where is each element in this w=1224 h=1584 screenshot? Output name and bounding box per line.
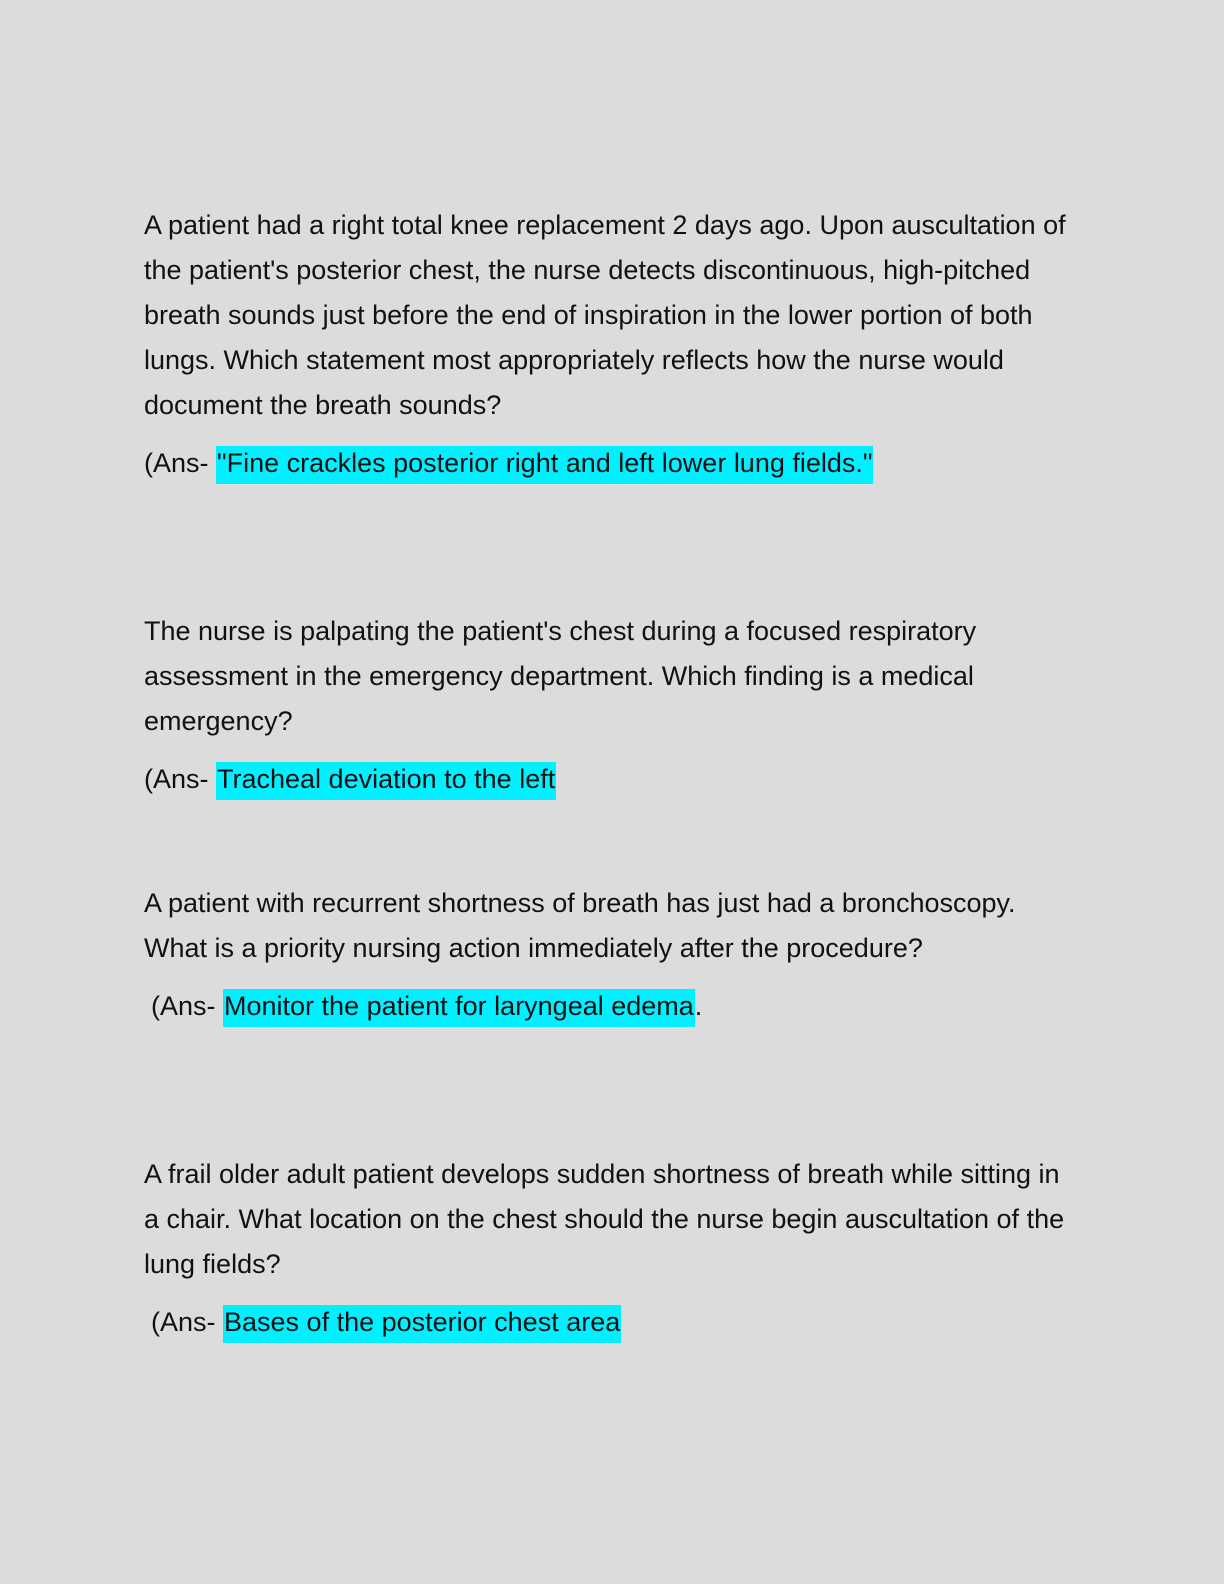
qa-block-1 <box>144 203 1074 483</box>
answer-highlight-3: Monitor the patient for laryngeal edema <box>223 989 695 1027</box>
answer-line-1 <box>144 443 1074 483</box>
qa-block-4 <box>144 1152 1074 1342</box>
question-text-1: A patient had a right total knee replacement 2 days ago. Upon auscultation of the patient's posterior chest, the nurse detects discontinuous, high-pitched breath sounds just before the end of inspiration in the lower portion of both lungs. Which statement most appropriately reflects how the nurse would document the breath sounds? <box>144 210 1066 420</box>
answer-prefix-1: (Ans- <box>144 448 217 478</box>
answer-line-3 <box>144 986 1074 1026</box>
answer-prefix-2: (Ans- <box>144 764 217 794</box>
answer-highlight-2: Tracheal deviation to the left <box>216 762 556 800</box>
qa-block-3 <box>144 881 1074 1026</box>
question-text-2: The nurse is palpating the patient's chest during a focused respiratory assessment in the emergency department. Which finding is a medical emergency? <box>144 616 977 736</box>
question-text-4: A frail older adult patient develops sudden shortness of breath while sitting in a chair. What location on the chest should the nurse begin auscultation of the lung fields? <box>144 1159 1065 1279</box>
answer-highlight-1: "Fine crackles posterior right and left lower lung fields." <box>216 446 873 484</box>
answer-prefix-3: (Ans- <box>151 991 224 1021</box>
answer-suffix-3: . <box>694 991 703 1021</box>
qa-block-2 <box>144 609 1074 799</box>
answer-line-2 <box>144 759 1074 799</box>
answer-prefix-4: (Ans- <box>151 1307 224 1337</box>
answer-line-4 <box>144 1302 1074 1342</box>
answer-highlight-4: Bases of the posterior chest area <box>223 1305 621 1343</box>
question-text-3: A patient with recurrent shortness of breath has just had a bronchoscopy. What is a priority nursing action immediately after the procedure? <box>144 888 1016 963</box>
